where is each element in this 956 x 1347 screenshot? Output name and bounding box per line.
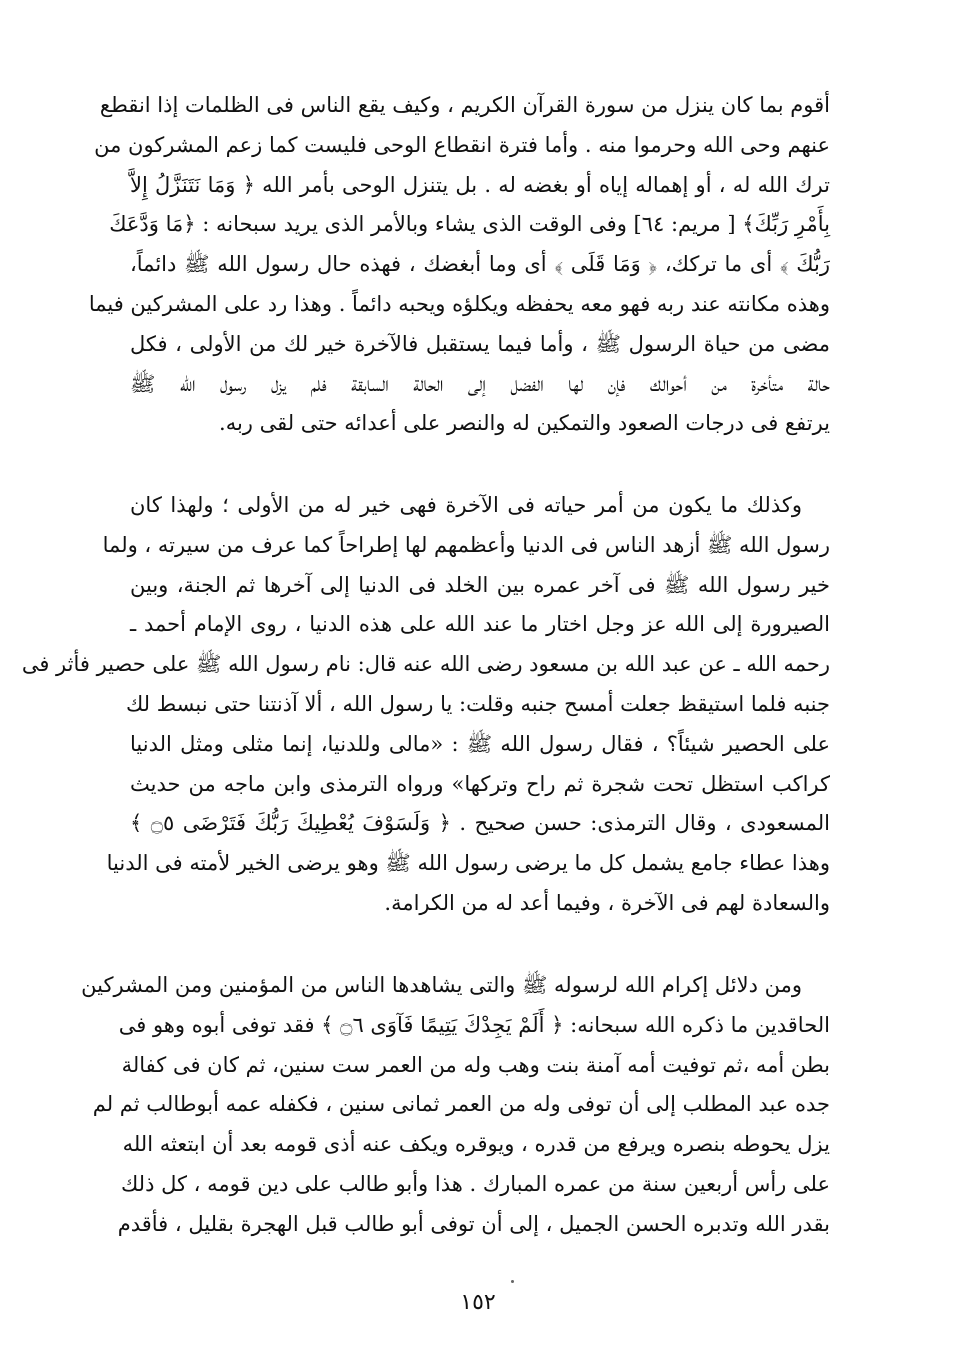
text-line: وهذا عطاء جامع يشمل كل ما يرضى رسول الله ﷺ وهو يرضى الخير لأمته فى الدنيا (106, 851, 830, 876)
text-line: مضى من حياة الرسول ﷺ ، وأما فيما يستقبل فالآخرة خير لك من الأولى ، فكل (130, 331, 830, 356)
text-line: عنهم وحى الله وحرموا منه . وأما فترة انقطاع الوحى فليست كما زعم المشركون من (94, 132, 830, 157)
paragraph-3 (81, 966, 830, 1245)
text-line: وكذلك ما يكون من أمر حياته فى الآخرة فهى خير له من الأولى ؛ ولهذا كان (130, 493, 802, 517)
text-line: وهذه مكانته عند ربه فهو معه يحفظه ويكلؤه ويحبه دائماً . وهذا رد على المشركين فيما (88, 291, 830, 316)
text-line: جنبه فلما استيقظ جعلت أمسح جنبه وقلت: يا رسول الله ، ألا آذنتنا حتى نبسط لك (125, 691, 830, 716)
text-line: الحاقدين ما ذكره الله سبحانه: ﴿ أَلَمْ يَجِدْكَ يَتِيمًا فَآوَى ۝٦ ﴾ فقد توفى أبوه وهو فى (118, 1012, 830, 1037)
decorative-dot (511, 1280, 514, 1283)
text-line: المسعودى ، وقال الترمذى: حسن صحيح . ﴿ وَلَسَوْفَ يُعْطِيكَ رَبُّكَ فَتَرْضَى ۝٥ ﴾ (130, 811, 831, 836)
text-line: رسول الله ﷺ أزهد الناس فى الدنيا وأعظمهم لها إطراحاً كما عرف من سيرته ، ولما (102, 532, 830, 557)
text-line: خير رسول الله ﷺ فى آخر عمره بين الخلد فى الدنيا إلى آخرها ثم الجنة، وبين (130, 572, 830, 597)
paragraph-2 (21, 486, 831, 924)
text-line: بقدر الله وتدبره الحسن الجميل ، إلى أن توفى أبو طالب قبل الهجرة بقليل ، فأقدم (117, 1211, 830, 1236)
text-line: أقوم بما كان ينزل من سورة القرآن الكريم ، وكيف يقع الناس فى الظلمات إذا انقطع (99, 93, 830, 117)
text-line: على الحصير شيئاً؟ ، فقال رسول الله ﷺ : «مالى وللدنيا، إنما مثلى ومثل الدنيا (130, 731, 830, 756)
text-line: كراكب استظل تحت شجرة ثم راح وتركها» ورواه الترمذى وابن ماجه من حديث (130, 771, 830, 796)
paragraph-1 (88, 86, 830, 444)
text-line: الصيرورة إلى الله عز وجل اختار ما عند الله على هذه الدنيا ، روى الإمام أحمد ـ (130, 612, 830, 637)
text-line: يزل يحوطه بنصره ويرفع من قدره ، ويوقره ويكف عنه أذى قومه بعد أن ابتعثه الله (122, 1132, 830, 1157)
text-line: يرتفع فى درجات الصعود والتمكين له والنصر على أعدائه حتى لقى ربه. (219, 411, 830, 436)
text-line: بِأَمْرِ رَبِّكَ﴾ [ مريم: ٦٤] وفى الوقت الذى يشاء وبالأمر الذى يريد سبحانه : ﴿مَا وَدَّعَكَ (109, 212, 830, 237)
text-line: رَبُّكَ ﴾ أى ما تركك، ﴿ وَمَا قَلَى ﴾ أى وما أبغضك ، فهذه حال رسول الله ﷺ دائماً، (130, 252, 830, 277)
text-line: حالة متأخرة من أحوالك فإن لها الفضل إلى الحالة السابقة فلم يزل رسول الله ﷺ (130, 371, 830, 396)
text-line: والسعادة لهم فى الآخرة ، وفيما أعد له من الكرامة. (384, 890, 830, 915)
text-line: ترك الله له ، أو إهماله إياه أو بغضه له . بل يتنزل الوحى بأمر الله ﴿ وَمَا نَتَنَزَّلُ إِلاَّ (130, 172, 830, 197)
page-number: ١٥٢ (460, 1290, 496, 1315)
text-line: على رأس أربعين سنة من عمره المبارك . هذا وأبو طالب على دين قومه ، كل ذلك (120, 1171, 830, 1196)
text-line: بطن أمه ،ثم توفيت أمه آمنة بنت وهب وله من العمر ست سنين، ثم كان فى كفالة (121, 1052, 830, 1077)
text-line: رحمه الله ـ عن عبد الله بن مسعود رضى الله عنه قال: نام رسول الله ﷺ على حصير فأثر فى (21, 652, 830, 677)
text-line: جده عبد المطلب إلى أن توفى وله من العمر ثمانى سنين ، فكفله عمه أبوطالب ثم لم (92, 1092, 830, 1117)
text-line: ومن دلائل إكرام الله لرسوله ﷺ والتى يشاهدها الناس من المؤمنين ومن المشركين (81, 973, 802, 997)
